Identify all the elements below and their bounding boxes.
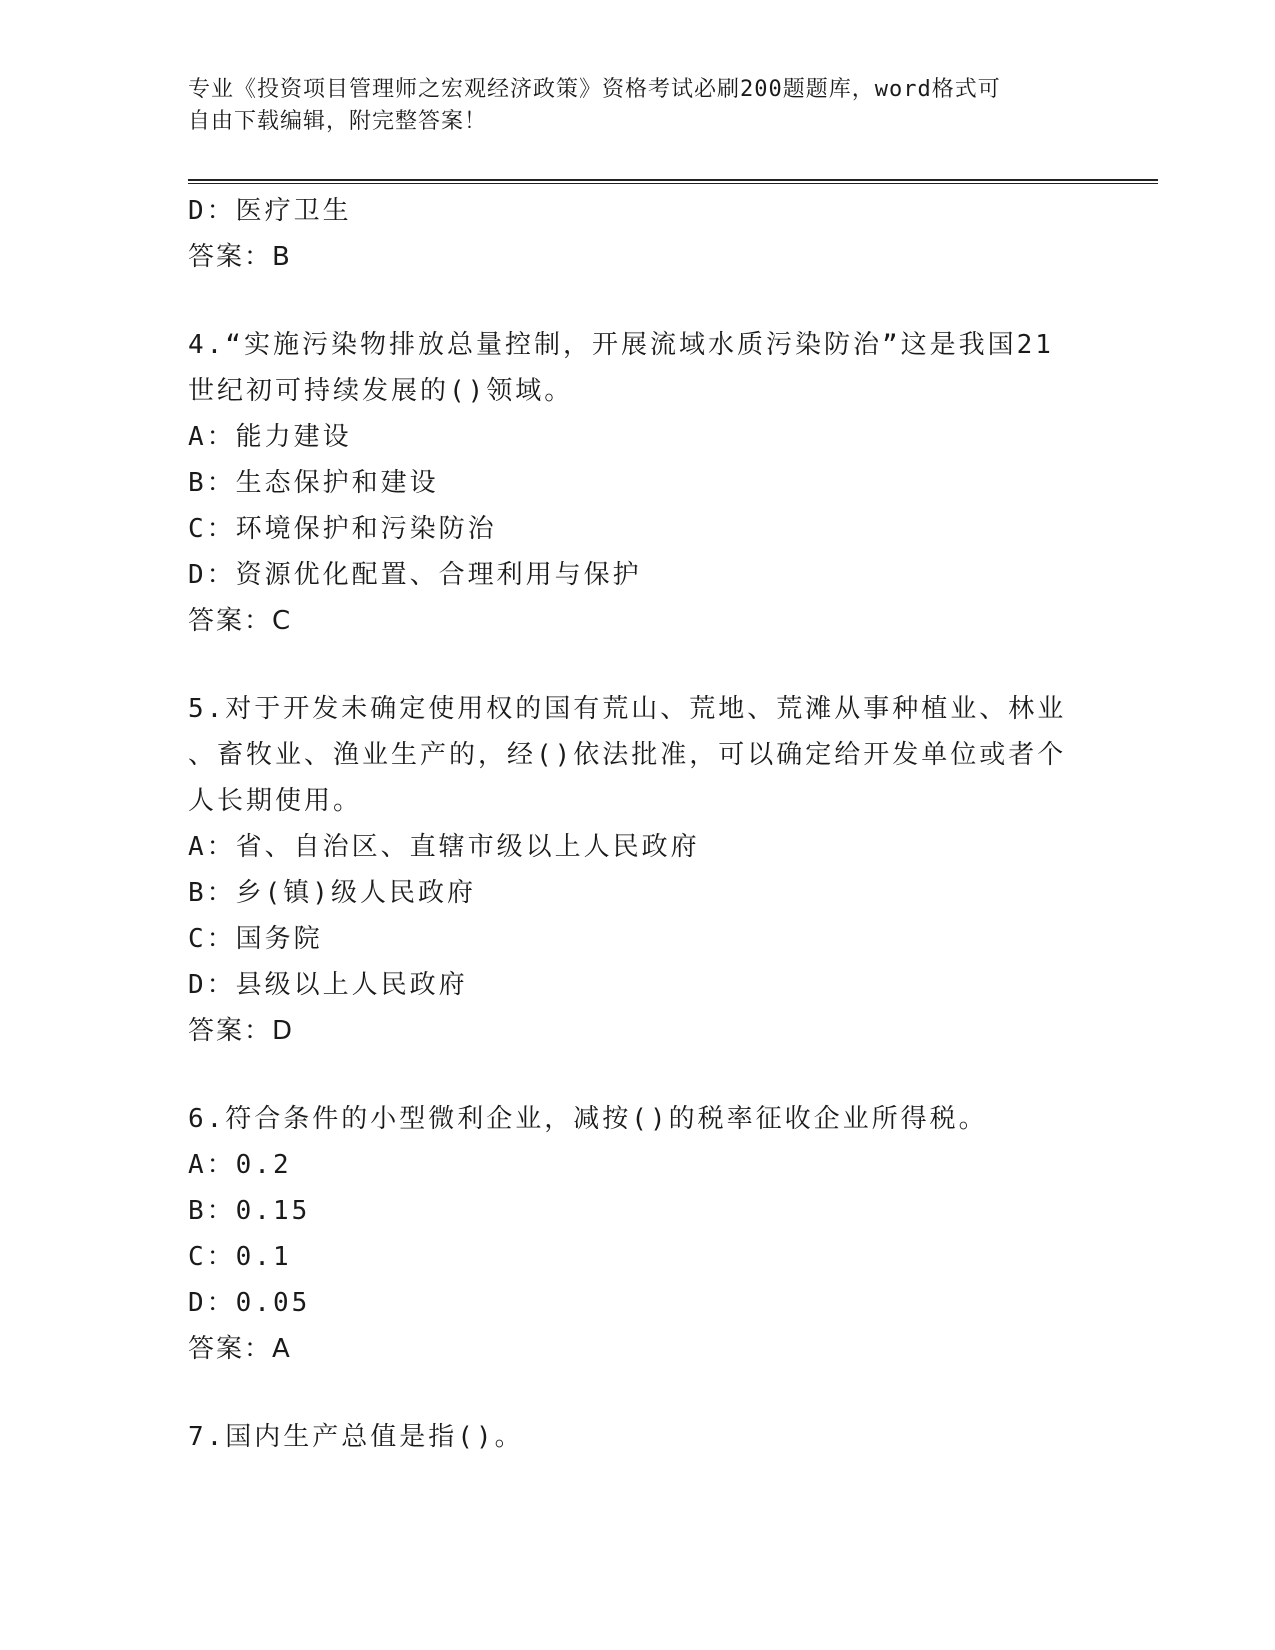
page-header (188, 74, 1088, 138)
question-text-line: 世纪初可持续发展的()领域。 (188, 376, 574, 406)
option-b: B：乡(镇)级人民政府 (188, 878, 476, 908)
header-line-2: 自由下载编辑，附完整答案！ (188, 109, 488, 134)
question-5 (188, 686, 1088, 1054)
option-d: D：0.05 (188, 1288, 311, 1318)
option-a: A：0.2 (188, 1150, 292, 1180)
question-text-line: 5.对于开发未确定使用权的国有荒山、荒地、荒滩从事种植业、林业 (188, 694, 1067, 724)
header-divider (188, 179, 1158, 184)
answer-line: 答案：C (188, 606, 293, 636)
option-a: A：省、自治区、直辖市级以上人民政府 (188, 832, 700, 862)
question-text-line: 4.“实施污染物排放总量控制，开展流域水质污染防治”这是我国21 (188, 330, 1054, 360)
option-c: C：国务院 (188, 924, 323, 954)
question-text-line: 人长期使用。 (188, 786, 363, 816)
question-text-line: 、畜牧业、渔业生产的，经()依法批准，可以确定给开发单位或者个 (188, 740, 1067, 770)
option-c: C：0.1 (188, 1242, 292, 1272)
option-c: C：环境保护和污染防治 (188, 514, 497, 544)
option-d: D：资源优化配置、合理利用与保护 (188, 560, 642, 590)
option-d: D：县级以上人民政府 (188, 970, 468, 1000)
question-7 (188, 1414, 1088, 1460)
question-6 (188, 1096, 1088, 1372)
answer-line: 答案：A (188, 1334, 292, 1364)
question-fragment (188, 188, 1088, 280)
question-4 (188, 322, 1088, 644)
question-text-line: 6.符合条件的小型微利企业，减按()的税率征收企业所得税。 (188, 1104, 988, 1134)
header-line-1: 专业《投资项目管理师之宏观经济政策》资格考试必刷200题题库，word格式可 (188, 77, 1001, 102)
question-list (188, 188, 1088, 1460)
question-text-line: 7.国内生产总值是指()。 (188, 1422, 524, 1452)
option-b: B：生态保护和建设 (188, 468, 439, 498)
option-a: A：能力建设 (188, 422, 352, 452)
answer-line: 答案：B (188, 242, 292, 272)
option-b: B：0.15 (188, 1196, 311, 1226)
answer-line: 答案：D (188, 1016, 295, 1046)
option-d: D：医疗卫生 (188, 196, 352, 226)
